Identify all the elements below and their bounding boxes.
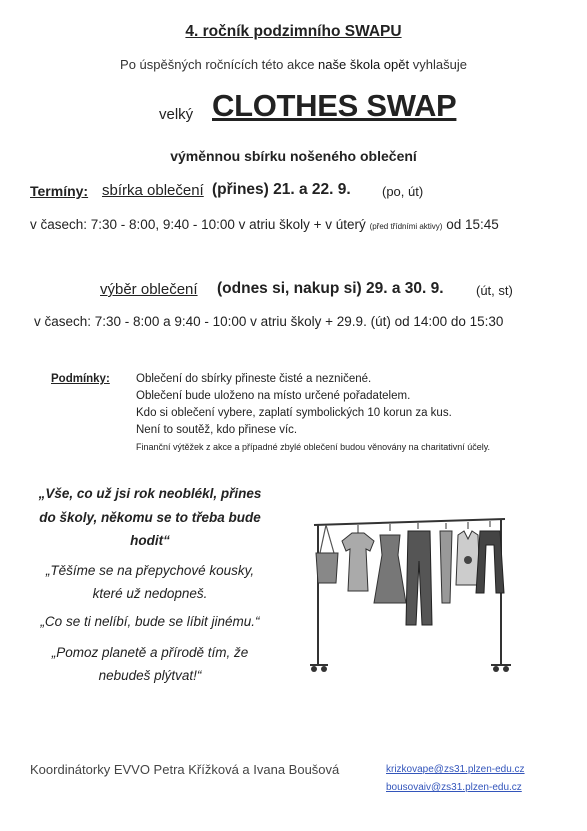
intro-plain: Po úspěšných ročnících této akce — [120, 57, 319, 72]
quote-line: „Pomoz planetě a přírodě tím, že — [51, 645, 249, 660]
conditions-label: Podmínky: — [51, 373, 110, 385]
collect-days: (po, út) — [382, 184, 424, 199]
headline — [0, 88, 587, 132]
quote-line: „Těšíme se na přepychové kousky, — [45, 563, 255, 578]
intro-bold: naše škola opět — [318, 57, 410, 72]
coordinators: Koordinátorky EVVO Petra Křížková a Ivana Boušová — [30, 762, 340, 777]
clothes-rack-illustration — [300, 505, 520, 680]
collect-times-note: (před třídními aktivy) — [369, 222, 443, 231]
condition-item: Není to soutěž, kdo přinese víc. — [136, 424, 298, 436]
subtitle: výměnnou sbírku nošeného oblečení — [170, 148, 417, 164]
collect-times — [30, 217, 499, 232]
quote-line: nebudeš plýtvat!“ — [98, 668, 202, 683]
email-link[interactable]: bousovaiv@zs31.plzen-edu.cz — [386, 782, 522, 793]
collect-times-main: v časech: 7:30 - 8:00, 9:40 - 10:00 v atriu školy + v úterý — [30, 217, 370, 232]
headline-prefix: velký — [159, 106, 194, 123]
quote-line: hodit“ — [130, 533, 170, 548]
quote-line: které už nedopneš. — [92, 586, 208, 601]
quote-line: do školy, někomu se to třeba bude — [39, 510, 261, 525]
intro-end: vyhlašuje — [409, 57, 467, 72]
quote-line: „Vše, co už jsi rok neoblékl, přines — [38, 486, 262, 501]
pick-days: (út, st) — [476, 283, 513, 298]
condition-item: Oblečení bude uloženo na místo určené pořadatelem. — [136, 390, 411, 402]
collect-times-end: od 15:45 — [442, 217, 499, 232]
pick-label: výběr oblečení — [100, 281, 198, 298]
pick-dates: (odnes si, nakup si) 29. a 30. 9. — [217, 280, 444, 297]
collect-dates: (přines) 21. a 22. 9. — [212, 181, 351, 198]
page-title: 4. ročník podzimního SWAPU — [185, 23, 402, 40]
intro-text — [0, 57, 587, 72]
terms-label: Termíny: — [30, 183, 89, 199]
condition-item: Finanční výtěžek z akce a případné zbylé oblečení budou věnovány na charitativní účely. — [136, 442, 491, 452]
condition-item: Kdo si oblečení vybere, zaplatí symbolických 10 korun za kus. — [136, 407, 452, 419]
condition-item: Oblečení do sbírky přineste čisté a nezničené. — [136, 373, 372, 385]
collect-label: sbírka oblečení — [102, 182, 204, 199]
pick-times: v časech: 7:30 - 8:00 a 9:40 - 10:00 v atriu školy + 29.9. (út) od 14:00 do 15:30 — [34, 314, 504, 329]
quote-line: „Co se ti nelíbí, bude se líbit jinému.“ — [40, 614, 260, 629]
headline-main: CLOTHES SWAP — [212, 88, 457, 123]
email-link[interactable]: krizkovape@zs31.plzen-edu.cz — [386, 764, 525, 775]
